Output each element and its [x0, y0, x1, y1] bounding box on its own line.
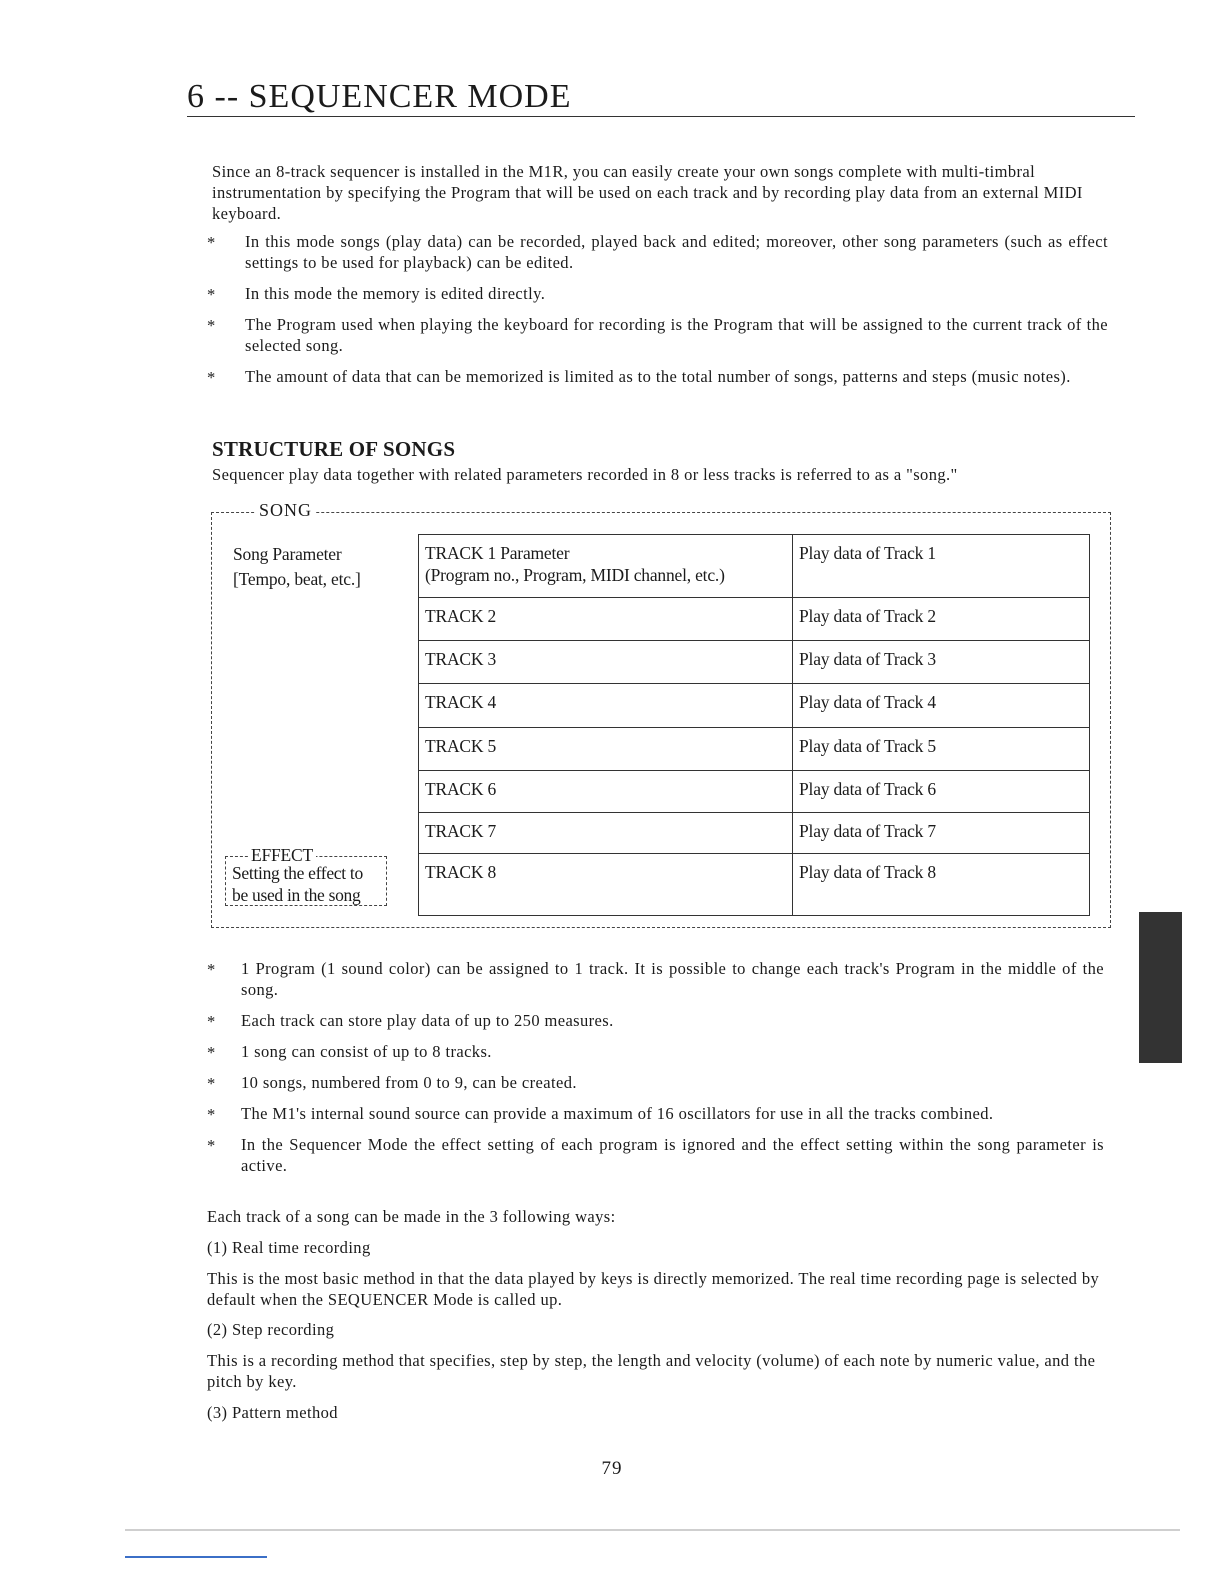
method-title: (1) Real time recording [207, 1238, 371, 1257]
list-item [207, 958, 1104, 1000]
table-row [419, 535, 1090, 598]
title-rule [187, 116, 1135, 117]
song-label: SONG [255, 500, 316, 521]
section-description: Sequencer play data together with related parameters recorded in 8 or less tracks is referred to as a "song." [212, 465, 958, 484]
list-item [207, 1134, 1104, 1176]
track-cell: TRACK 3 [419, 641, 793, 684]
method-title: (2) Step recording [207, 1320, 335, 1339]
list-item [207, 314, 1108, 356]
play-data-cell: Play data of Track 3 [793, 641, 1090, 684]
effect-line: Setting the effect to [232, 863, 363, 883]
table-row [419, 641, 1090, 684]
song-facts-list [207, 958, 1104, 1186]
list-item [207, 1103, 1104, 1124]
bullet-star: * [207, 1043, 216, 1062]
method-description: This is the most basic method in that the data played by keys is directly memorized. The real time recording page is selected by default when the SEQUENCER Mode is called up. [207, 1269, 1100, 1309]
intro-paragraph: Since an 8-track sequencer is installed in the M1R, you can easily create your own songs complete with multi-timbral instrumentation by specifying the Program that will be used on each track and by recording play data from an external MIDI keyboard. [212, 162, 1083, 223]
note-text: In this mode songs (play data) can be recorded, played back and edited; moreover, other song parameters (such as effect settings to be used for playback) can be edited. [245, 232, 1108, 272]
track-cell: TRACK 5 [419, 728, 793, 771]
table-row [419, 728, 1090, 771]
list-item [207, 1072, 1104, 1093]
bullet-star: * [207, 233, 216, 252]
method-title: (3) Pattern method [207, 1403, 338, 1422]
note-text: The amount of data that can be memorized is limited as to the total number of songs, patterns and steps (music notes). [245, 367, 1071, 386]
fact-text: The M1's internal sound source can provide a maximum of 16 oscillators for use in all the tracks combined. [241, 1104, 994, 1123]
effect-label: EFFECT [248, 845, 316, 866]
bullet-star: * [207, 285, 216, 304]
play-data-cell: Play data of Track 8 [793, 854, 1090, 916]
track-cell: TRACK 2 [419, 598, 793, 641]
track-name: TRACK 1 Parameter [425, 543, 570, 563]
page-title: 6 -- SEQUENCER MODE [187, 78, 572, 115]
song-parameter-title: Song Parameter [233, 544, 342, 564]
section-heading: STRUCTURE OF SONGS [212, 437, 456, 461]
bullet-star: * [207, 1012, 216, 1031]
footer-rule [125, 1529, 1180, 1531]
mode-notes-list [207, 231, 1108, 397]
play-data-cell: Play data of Track 1 [793, 535, 1090, 598]
bullet-star: * [207, 368, 216, 387]
table-row [419, 598, 1090, 641]
table-row [419, 771, 1090, 813]
track-cell: TRACK 4 [419, 684, 793, 728]
list-item [207, 231, 1108, 273]
fact-text: 1 song can consist of up to 8 tracks. [241, 1042, 492, 1061]
effect-line: be used in the song [232, 885, 361, 905]
play-data-cell: Play data of Track 4 [793, 684, 1090, 728]
fact-text: In the Sequencer Mode the effect setting of each program is ignored and the effect setting within the song parameter is active. [241, 1135, 1104, 1175]
list-item [207, 1041, 1104, 1062]
track-cell: TRACK 6 [419, 771, 793, 813]
play-data-cell: Play data of Track 7 [793, 813, 1090, 854]
track-table [418, 534, 1090, 916]
list-item [207, 1010, 1104, 1031]
song-parameter-block [233, 542, 361, 592]
song-parameter-detail: [Tempo, beat, etc.] [233, 569, 361, 589]
track-cell: TRACK 8 [419, 854, 793, 916]
play-data-cell: Play data of Track 2 [793, 598, 1090, 641]
fact-text: Each track can store play data of up to 250 measures. [241, 1011, 614, 1030]
fact-text: 1 Program (1 sound color) can be assigned to 1 track. It is possible to change each track's Program in the middle of the song. [241, 959, 1104, 999]
table-row [419, 813, 1090, 854]
footer-accent-line [125, 1556, 267, 1558]
track-detail: (Program no., Program, MIDI channel, etc.) [425, 565, 725, 585]
effect-description [232, 862, 363, 906]
page-number: 79 [601, 1458, 623, 1479]
fact-text: 10 songs, numbered from 0 to 9, can be created. [241, 1073, 577, 1092]
play-data-cell: Play data of Track 5 [793, 728, 1090, 771]
play-data-cell: Play data of Track 6 [793, 771, 1090, 813]
list-item [207, 283, 1108, 304]
bullet-star: * [207, 960, 216, 979]
table-row [419, 684, 1090, 728]
method-description: This is a recording method that specifies, step by step, the length and velocity (volume) of each note by numeric value, and the pitch by key. [207, 1351, 1096, 1391]
list-item [207, 366, 1108, 387]
bullet-star: * [207, 1074, 216, 1093]
chapter-thumb-tab [1139, 912, 1182, 1063]
track-cell [419, 535, 793, 598]
note-text: In this mode the memory is edited directly. [245, 284, 546, 303]
bullet-star: * [207, 1105, 216, 1124]
table-row [419, 854, 1090, 916]
bullet-star: * [207, 316, 216, 335]
track-cell: TRACK 7 [419, 813, 793, 854]
methods-intro: Each track of a song can be made in the 3 following ways: [207, 1207, 616, 1226]
bullet-star: * [207, 1136, 216, 1155]
note-text: The Program used when playing the keyboard for recording is the Program that will be assigned to the current track of the selected song. [245, 315, 1108, 355]
